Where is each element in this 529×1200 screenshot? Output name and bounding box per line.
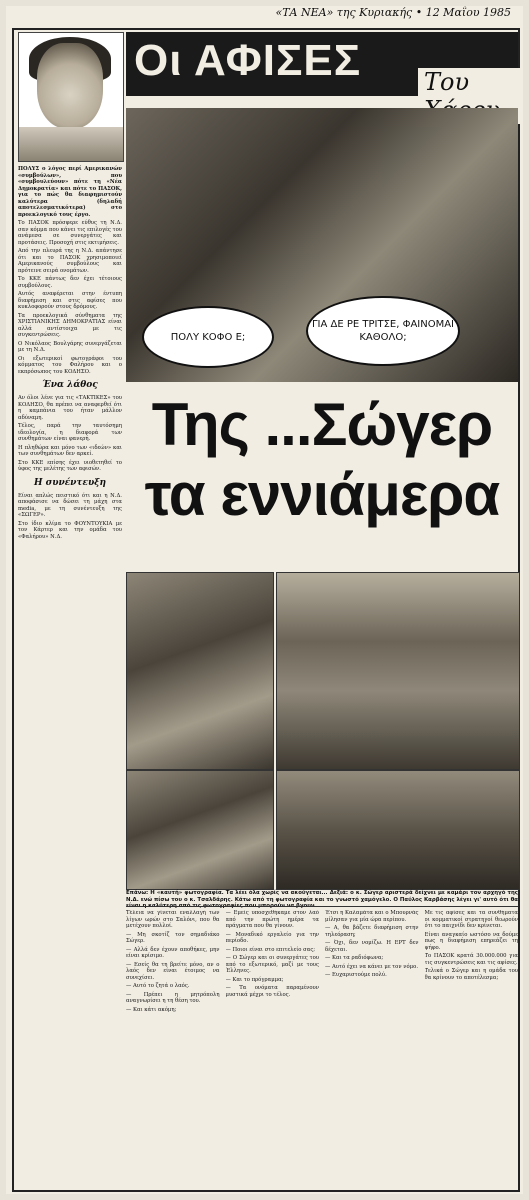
- bottom-text-columns: [126, 910, 518, 1186]
- speech-bubble-left: ΠΟΛΥ ΚΟΦΟ Ε;: [142, 306, 274, 368]
- paragraph: — Και κάτι ακόμη;: [126, 1006, 177, 1013]
- masthead: «ΤΑ ΝΕΑ» της Κυριακής • 12 Μαΐου 1985: [275, 6, 511, 19]
- paragraph: Από την πλευρά της η Ν.Δ. απάντησε ότι και το ΠΑΣΟΚ χρησιμοποιεί Αμερικανούς συμβούλους και πρότεινε σειρά ονομάτων.: [18, 248, 122, 274]
- paragraph: Αυτός αναφέρεται στην έντυπη διαφήμιση και στις αφίσες που κυκλοφορούν στους δρόμους.: [18, 291, 122, 310]
- paragraph: Τέλος, παρά την ταυτόσημη ιδεολογία, η διαφορά των συνθημάτων είναι φανερή.: [18, 423, 122, 442]
- paragraph: — Εσείς θα τη βρείτε μόνο, αν ο λαός δεν είναι έτοιμος να συνεχίσει.: [126, 961, 220, 981]
- paragraph: — Α, θα βάζετε διαφήμιση στην τηλεόραση;: [325, 925, 419, 938]
- paragraph: Στο ίδιο κλίμα το ΦΟΥΝΤΟΥΚΙΑ με τον Κάρτερ και την ομάδα του «Φαλήρου» Ν.Δ.: [18, 520, 122, 540]
- speech-bubble-right: ΓΙΑ ΔΕ ΡΕ ΤΡΙΤΣΕ, ΦΑΙΝΟΜΑΙ ΚΑΘΟΛΟ;: [306, 296, 460, 366]
- subheading: Η συνέντευξη: [33, 477, 107, 488]
- text-column-3: [325, 910, 419, 1186]
- portrait-shirt: [19, 127, 123, 161]
- paragraph: — Εμείς υποσχεθήκαμε στον λαό από την πρώτη ημέρα τα πράγματα που θα γίνουν.: [225, 910, 319, 929]
- photo-meeting: [126, 770, 274, 890]
- paragraph: Το ΚΚΕ πάντως δεν έχει τέτοιους συμβούλους.: [18, 276, 122, 289]
- paragraph: — Και τα ραδιόφωνα;: [325, 955, 384, 961]
- column-title: Οι ΑΦΙΣΕΣ: [134, 36, 362, 85]
- paragraph: — Αυτό έχει να κάνει με τον νόμο.: [325, 963, 418, 970]
- portrait-face: [37, 43, 103, 129]
- paragraph: Η πληθώρα και μόνο των «ιδεών» και των συνθημάτων δεν αρκεί.: [18, 444, 122, 457]
- photo-caption: Επάνω: Η «καυτή» φωτογραφία. Τα λέει όλα χωρίς να ακούγεται... Δεξιά: ο κ. Σώγερ αριστερά δείχνει με καμάρι τον αρχηγό της Ν.Δ. ενώ πίσω του ο κ. Τσαλδάρης. Κάτω από τη φωτογραφία και το γνωστό χαμόγελο. Ο Παύλος Καρβάσης λέγει γι' αυτό ότι θα: [126, 890, 518, 903]
- text-column-1: [126, 910, 220, 1186]
- paragraph: — Μη σκοτίζ τον σημαδιάκο Σώγερ.: [126, 931, 220, 944]
- paragraph: Είναι αναγκαίο ωστόσο να δούμε πως η διαφήμιση επηρεάζει τη ψήφο.: [424, 931, 518, 951]
- column-author: Του: [418, 68, 523, 124]
- paragraph: Στο ΚΚΕ επίσης έχει υιοθετηθεί το ύφος της μελέτης των αφισών.: [18, 459, 122, 472]
- paragraph: — Ποιοι είναι στο επιτελείο σας;: [225, 946, 316, 953]
- paragraph: Το ΠΑΣΟΚ κρατά 30.000.000 για τις συγκεντρώσεις και τις αφίσες.: [424, 953, 518, 966]
- paragraph: — Ο Σώγερ και οι συνεργάτες του από το εξωτερικό, μαζί με τους Έλληνες.: [225, 955, 319, 974]
- text-column-4: [425, 910, 519, 1186]
- paragraph: — Ευχαριστούμε πολύ.: [325, 972, 387, 978]
- paragraph: Τα προεκλογικά σύνθηματα της ΧΡΙΣΤΙΑΝΙΚΗΣ ΔΗΜΟΚΡΑΤΙΑΣ είναι αλλά αντίστοιχα με τις συγκεντρώσεις.: [18, 312, 122, 338]
- headline-line-2: τα εννιάμερα: [144, 461, 500, 528]
- newspaper-page: [6, 6, 523, 1194]
- paragraph: — Αυτό το ζητά ο λαός.: [126, 983, 190, 989]
- paragraph: Ο Νικόλαος Βουλγάρης συνεργάζεται με τη Ν.Δ.: [18, 340, 122, 353]
- paragraph: — Όχι, δεν νομίζω. Η ΕΡΤ δεν δέχεται.: [325, 940, 419, 953]
- paragraph: ΠΟΛΥΣ ο λόγος περί Αμερικανών «συμβούλων», που «συμβουλεύουν» πότε τη «Νέα Δημοκρατία» και πότε το ΠΑΣΟΚ, για το πώς θα διαφημιστούν καλύτερα (δηλαδή αποτελεσματικότερα) στο προεκλογικό τους έργο.: [18, 166, 122, 218]
- paragraph: Τελικά ο Σώγερ και η ομάδα του θα κρίνουν το αποτέλεσμα;: [424, 968, 518, 981]
- paragraph: — Πρέπει η μητρόπολη αναγνωρίσει η τη θέση του.: [126, 991, 220, 1004]
- paragraph: Οι εξωτερικοί φωτογράφοι του κόμματος του Φαλήρου και ο εκπρόσωπος του ΚΟΔΗΣΟ.: [18, 355, 122, 375]
- paragraph: Το ΠΑΣΟΚ πρόσφερε εύθυς τη Ν.Δ. σαν κόμμα που κάνει τις επιλογές του ανάμεσα σε συνεργάτες και προτάσεις. Προσοχή στις εκτιμήσεις.: [18, 220, 122, 246]
- paragraph: — Μοναδικό εργαλείο για την περίοδο.: [225, 931, 319, 944]
- author-portrait: [18, 32, 124, 162]
- left-text-column: [18, 166, 122, 542]
- paragraph: — Και το πρόγραμμα;: [225, 976, 284, 983]
- paragraph: Αν όλοι λένε για τις «ΤΑΚΤΙΚΕΣ» του ΚΟΔΗΣΟ, θα πρέπει να αναφερθεί ότι η καμπάνια του ήταν μάλλον αδύναμη.: [18, 395, 122, 421]
- divider: [126, 906, 518, 907]
- photo-seated-speaker: [276, 770, 520, 890]
- photo-crowd: [276, 572, 520, 770]
- paragraph: Έτσι η Καλαμάτα και ο Μπουρνάς μίλησαν για μία ώρα περίπου.: [325, 910, 419, 923]
- photo-handshake: [126, 572, 274, 770]
- paragraph: Με τις αφίσες και τα συνθήματα οι κομματικοί στρατηγοί θεωρούν ότι το παιχνίδι δεν κρίνεται.: [424, 910, 518, 929]
- paragraph: — Τα ονόματα παραμένουν μυστικά μέχρι το τέλος.: [225, 985, 319, 998]
- headline-line-1: Της ...Σώγερ: [151, 391, 493, 458]
- paragraph: — Αλλά δεν έχουν αποθήκες, μην είναι κρίσιμο.: [126, 946, 220, 959]
- paragraph: Τέλεια να γίνεται εναλλαγή των λίγων ωρών στο Σαλόνι, που θα μετέχουν πολλοί.: [126, 910, 220, 929]
- headline: [128, 390, 516, 530]
- subheading: Ένα λάθος: [42, 380, 98, 390]
- paragraph: Είναι απλώς πειστικό ότι και η Ν.Δ. αποφάσισε να δώσει τη μάχη στα media, με τη συνέντευξη της «ΣΩΓΕΡ».: [18, 492, 122, 518]
- text-column-2: [226, 910, 320, 1186]
